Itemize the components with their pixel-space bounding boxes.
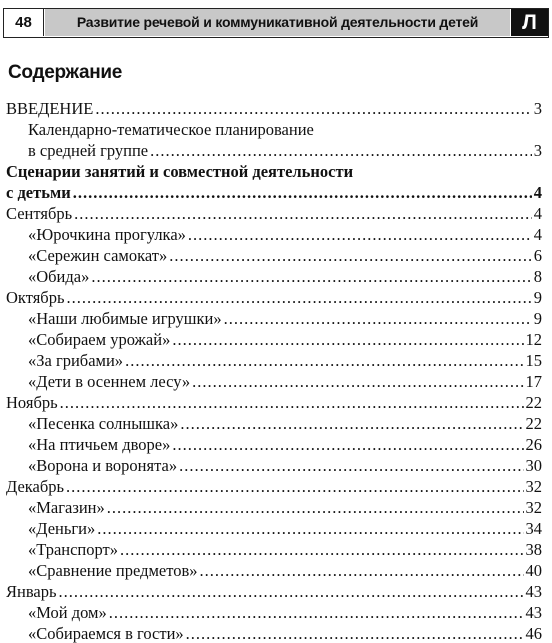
toc-entry-label: Декабрь bbox=[6, 477, 65, 496]
toc-entry bbox=[0, 329, 552, 350]
toc-entry-label: в средней группе bbox=[28, 141, 149, 160]
toc-entry-label: «На птичьем дворе» bbox=[28, 435, 171, 454]
toc-entry-label: «Юрочкина прогулка» bbox=[28, 225, 186, 244]
toc-entry bbox=[0, 539, 552, 560]
toc-dot-leader bbox=[109, 602, 524, 623]
toc-entry bbox=[0, 392, 552, 413]
toc-entry bbox=[0, 623, 552, 643]
toc-entry-page: 6 bbox=[533, 246, 542, 265]
toc-dot-leader bbox=[200, 560, 524, 581]
toc-entry bbox=[0, 266, 552, 287]
toc-dot-leader bbox=[224, 308, 532, 329]
toc-entry bbox=[0, 413, 552, 434]
toc-entry-label: с детьми bbox=[6, 183, 71, 202]
toc-dot-leader bbox=[120, 539, 523, 560]
toc-entry-page: 12 bbox=[525, 330, 542, 349]
toc-entry-page: 38 bbox=[525, 540, 542, 559]
toc-dot-leader bbox=[169, 245, 532, 266]
toc-entry-page: 40 bbox=[525, 561, 542, 580]
toc-entry-page: 34 bbox=[525, 519, 542, 538]
toc-entry-label: Ноябрь bbox=[6, 393, 58, 412]
toc-dot-leader bbox=[73, 182, 532, 203]
toc-entry-page: 32 bbox=[525, 498, 542, 517]
toc-entry-page: 43 bbox=[525, 603, 542, 622]
toc-entry-label: «Собираем урожай» bbox=[28, 330, 171, 349]
toc-entry-page: 26 bbox=[525, 435, 542, 454]
toc-entry-page: 43 bbox=[525, 582, 542, 601]
toc-entry bbox=[0, 98, 552, 119]
toc-entry bbox=[0, 161, 552, 182]
toc-entry-page: 4 bbox=[533, 225, 542, 244]
toc-dot-leader bbox=[186, 623, 524, 643]
toc-entry-page: 3 bbox=[533, 141, 542, 160]
toc-entry-label: Сценарии занятий и совместной деятельности bbox=[6, 162, 354, 181]
toc-entry-page: 4 bbox=[533, 183, 542, 202]
toc-entry-label: «Деньги» bbox=[28, 519, 96, 538]
section-heading: Содержание bbox=[8, 62, 123, 83]
toc-dot-leader bbox=[172, 434, 523, 455]
toc-entry bbox=[0, 581, 552, 602]
toc-dot-leader bbox=[125, 350, 523, 371]
toc-dot-leader bbox=[172, 329, 523, 350]
toc-entry bbox=[0, 308, 552, 329]
toc-entry-page: 22 bbox=[525, 393, 542, 412]
toc-entry-label: «Песенка солнышка» bbox=[28, 414, 179, 433]
toc-entry-page: 22 bbox=[525, 414, 542, 433]
toc-entry-label: ВВЕДЕНИЕ bbox=[6, 99, 94, 118]
toc-dot-leader bbox=[66, 287, 531, 308]
toc-entry-label: «Ворона и воронята» bbox=[28, 456, 178, 475]
toc-entry-label: «Собираемся в гости» bbox=[28, 624, 184, 643]
section-badge: Л bbox=[511, 9, 548, 36]
toc-entry-page: 32 bbox=[525, 477, 542, 496]
toc-entry-page: 3 bbox=[533, 99, 542, 118]
toc-entry-label: «Наши любимые игрушки» bbox=[28, 309, 222, 328]
toc-entry bbox=[0, 455, 552, 476]
toc-entry bbox=[0, 602, 552, 623]
toc-entry bbox=[0, 497, 552, 518]
toc-dot-leader bbox=[180, 413, 523, 434]
toc-entry bbox=[0, 245, 552, 266]
toc-entry bbox=[0, 434, 552, 455]
toc-entry-page: 8 bbox=[533, 267, 542, 286]
toc-dot-leader bbox=[192, 371, 523, 392]
toc-dot-leader bbox=[107, 497, 524, 518]
toc-entry bbox=[0, 560, 552, 581]
toc-entry bbox=[0, 350, 552, 371]
toc-dot-leader bbox=[66, 476, 523, 497]
toc-entry bbox=[0, 371, 552, 392]
toc-dot-leader bbox=[95, 98, 531, 119]
toc-entry-label: «Мой дом» bbox=[28, 603, 107, 622]
toc-entry bbox=[0, 476, 552, 497]
toc-entry-label: «Сравнение предметов» bbox=[28, 561, 198, 580]
toc-entry-label: Январь bbox=[6, 582, 57, 601]
toc-entry-label: Октябрь bbox=[6, 288, 65, 307]
toc-entry bbox=[0, 518, 552, 539]
toc-entry bbox=[0, 140, 552, 161]
toc-entry-label: «Магазин» bbox=[28, 498, 105, 517]
toc-entry-page: 9 bbox=[533, 288, 542, 307]
toc-dot-leader bbox=[179, 455, 523, 476]
page-number: 48 bbox=[4, 9, 44, 36]
toc-entry-page: 9 bbox=[533, 309, 542, 328]
toc-entry-page: 30 bbox=[525, 456, 542, 475]
toc-entry-label: «Дети в осеннем лесу» bbox=[28, 372, 191, 391]
table-of-contents bbox=[0, 98, 552, 643]
toc-entry bbox=[0, 203, 552, 224]
toc-entry-label: «За грибами» bbox=[28, 351, 124, 370]
toc-dot-leader bbox=[91, 266, 531, 287]
toc-entry bbox=[0, 182, 552, 203]
toc-dot-leader bbox=[188, 224, 532, 245]
toc-entry bbox=[0, 224, 552, 245]
toc-entry-label: Календарно-тематическое планирование bbox=[28, 120, 314, 139]
toc-entry-label: «Сережин самокат» bbox=[28, 246, 168, 265]
toc-entry-page: 17 bbox=[525, 372, 542, 391]
running-header bbox=[3, 8, 549, 38]
running-title: Развитие речевой и коммуникативной деятельности детей bbox=[45, 9, 510, 36]
toc-entry-label: «Транспорт» bbox=[28, 540, 119, 559]
toc-dot-leader bbox=[74, 203, 532, 224]
toc-entry bbox=[0, 119, 552, 140]
toc-dot-leader bbox=[150, 140, 532, 161]
toc-dot-leader bbox=[97, 518, 523, 539]
toc-dot-leader bbox=[60, 392, 524, 413]
toc-dot-leader bbox=[59, 581, 524, 602]
toc-entry bbox=[0, 287, 552, 308]
toc-entry-label: Сентябрь bbox=[6, 204, 73, 223]
toc-entry-page: 46 bbox=[525, 624, 542, 643]
toc-entry-page: 15 bbox=[525, 351, 542, 370]
toc-entry-label: «Обида» bbox=[28, 267, 90, 286]
toc-entry-page: 4 bbox=[533, 204, 542, 223]
